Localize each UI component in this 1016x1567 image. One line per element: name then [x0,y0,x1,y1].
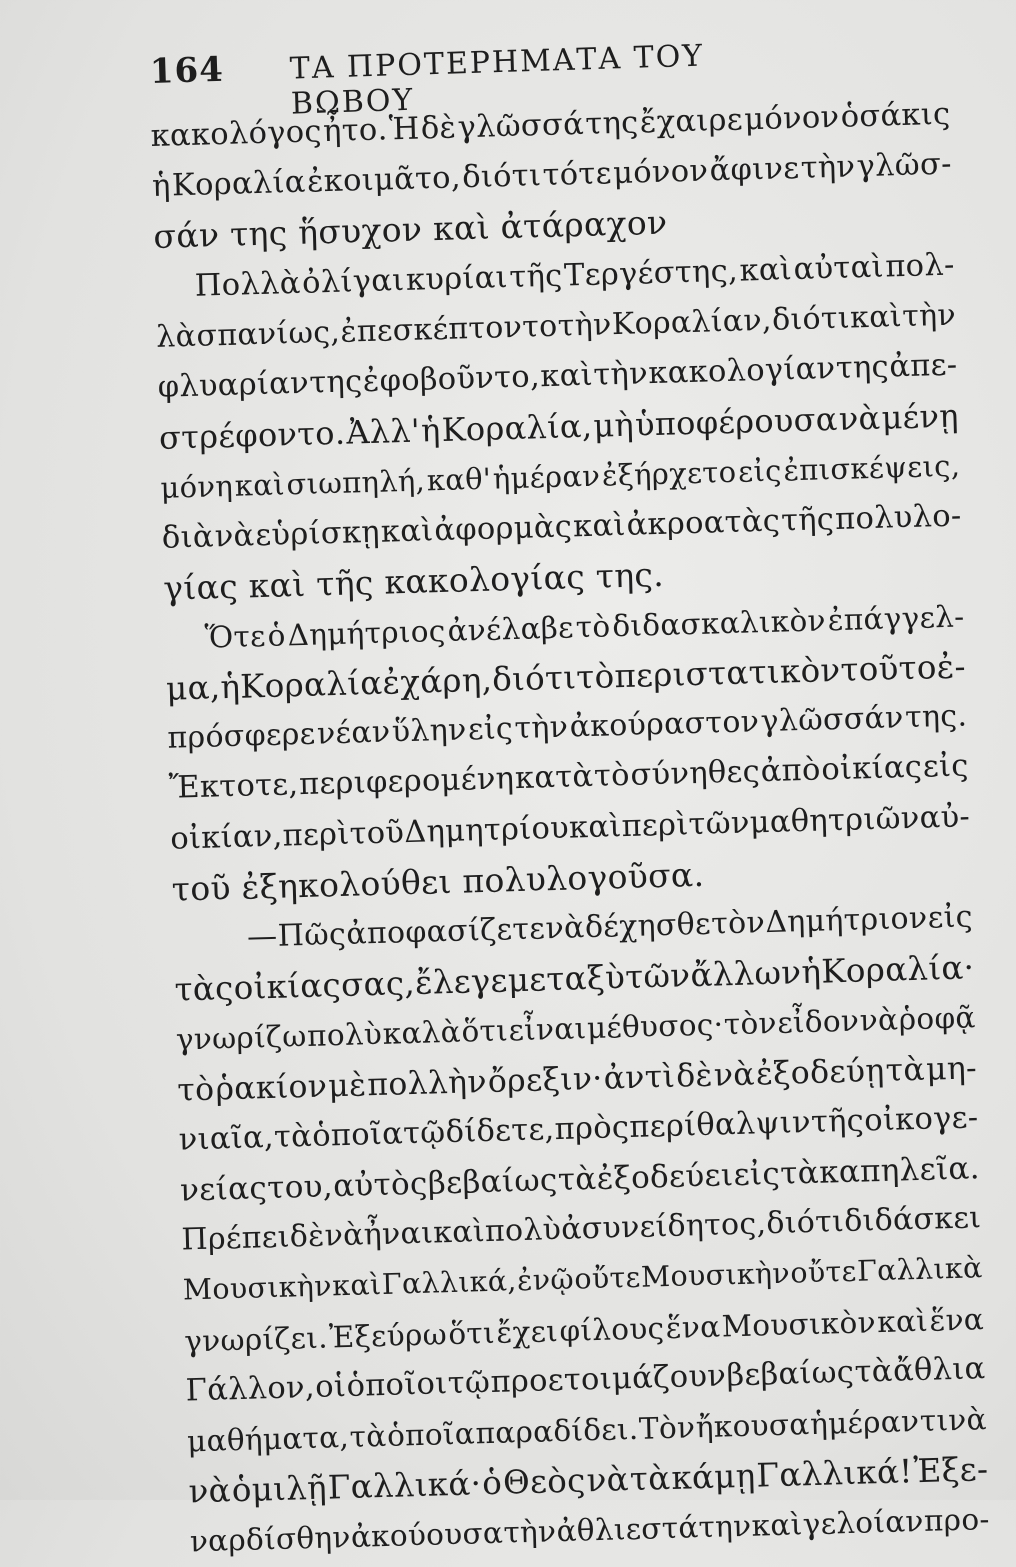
text-line: ναρδίσθην ἀκούουσα τὴν ἀθλιεστάτην καὶ γελοίαν προ- [189,1502,991,1559]
text-line: γίας καὶ τῆς κακολογίας της. [162,554,665,608]
page-header [149,32,790,122]
running-head: ΤΑ ΠΡΟΤΕΡΗΜΑΤΑ ΤΟΥ ΒΩΒΟΥ [289,38,705,122]
text-line: σάν της ἥσυχον καὶ ἀτάραχον [152,202,668,257]
text-line: οἰκίαν, περὶ τοῦ Δημητρίου καὶ περὶ τῶν μαθητριῶν αὐ- [169,799,971,857]
text-line: Ὅτε ὁ Δημήτριος ἀνέλαβε τὸ διδασκαλικὸν ἐπάγγελ- [204,599,965,655]
text-line: νὰ ὁμιλῇ Γαλλικά· ὁ Θεὸς νὰ τὰ κάμῃ Γαλλικά! Ἐξε- [188,1450,989,1511]
text-line: γνωρίζει. Ἐξεύρω ὅτι ἔχει φίλους ἕνα Μουσικὸν καὶ ἕνα [183,1301,985,1359]
text-line: Πολλὰ ὀλίγαι κυρίαι τῆς Τεργέστης, καὶ αὐταὶ πολ- [194,247,956,304]
text-line: φλυαρίαν της ἐφοβοῦντο, καὶ τὴν κακολογίαν της ἀπε- [157,347,958,405]
text-line: μαθήματα, τὰ ὁποῖα παραδίδει. Τὸν ἤκουσα ἡμέραν τινὰ [186,1402,988,1459]
text-line: Πρέπει δὲ νὰ ἦναι καὶ πολὺ ἀσυνείδητος, διότι διδάσκει [181,1200,982,1258]
text-line: ἡ Κοραλία ἐκοιμᾶτο, διότι τότε μόνον ἄφινε τὴν γλῶσ- [151,146,953,205]
text-line: Γάλλον, οἱ ὁποῖοι τῷ προετοιμάζουν βεβαίως τὰ ἄθλια [185,1350,986,1409]
text-line: στρέφοντο. Ἀλλ' ἡ Κοραλία, μὴ ὑποφέρουσα νὰ μένῃ [158,396,960,457]
text-line: λὰ σπανίως, ἐπεσκέπτοντο τὴν Κοραλίαν, διότι καὶ τὴν [155,297,957,355]
text-line: διὰ νὰ εὑρίσκῃ καὶ ἀφορμὰς καὶ ἀκροατὰς τῆς πολυλο- [161,498,962,556]
text-line: τὸ ῥακίον μὲ πολλὴν ὄρεξιν· ἀντὶ δὲ νὰ ἐξοδεύῃ τὰ μη- [176,1049,978,1109]
text-line: Μουσικὴν καὶ Γαλλικά, ἐνῷ οὔτε Μουσικὴν οὔτε Γαλλικὰ [182,1251,983,1307]
text-line: Ἔκτοτε, περιφερομένη κατὰ τὸ σύνηθες ἀπὸ οἰκίας εἰς [168,748,970,807]
text-line: — Πῶς ἀποφασίζετε νὰ δέχησθε τὸν Δημήτριον εἰς [246,899,974,955]
text-line: νείας του, αὐτὸς βεβαίως τὰ ἐξοδεύει εἰς τὰ καπηλεῖα. [179,1150,981,1209]
text-line: μα, ἡ Κοραλία ἐχάρη, διότι τὸ περιστατικὸν τοῦτο ἐ- [165,647,967,708]
page-number: 164 [149,49,225,92]
body-text [150,90,990,1567]
text-line: τὰς οἰκίας σας, ἔλεγε μεταξὺ τῶν ἄλλων ἡ Κοραλία· [173,948,975,1009]
text-line: μόνη καὶ σιωπηλή, καθ' ἡμέραν ἐξήρχετο εἰς ἐπισκέψεις, [160,448,961,506]
text-line: νιαῖα, τὰ ὁποῖα τῷ δίδετε, πρὸς περίθαλψιν τῆς οἰκογε- [178,1100,979,1158]
text-line: τοῦ ἐξηκολούθει πολυλογοῦσα. [171,854,705,909]
text-line: κακολόγος ἦτο. Ἡ δὲ γλῶσσά της ἔχαιρε μόνον ὁσάκις [150,96,951,154]
text-line: γνωρίζω πολὺ καλὰ ὅτι εἶναι μέθυσος· τὸν εἶδον νὰ ῥοφᾷ [175,1000,977,1058]
text-line: πρόσφερε νέαν ὕλην εἰς τὴν ἀκούραστον γλῶσσάν της. [167,698,968,756]
